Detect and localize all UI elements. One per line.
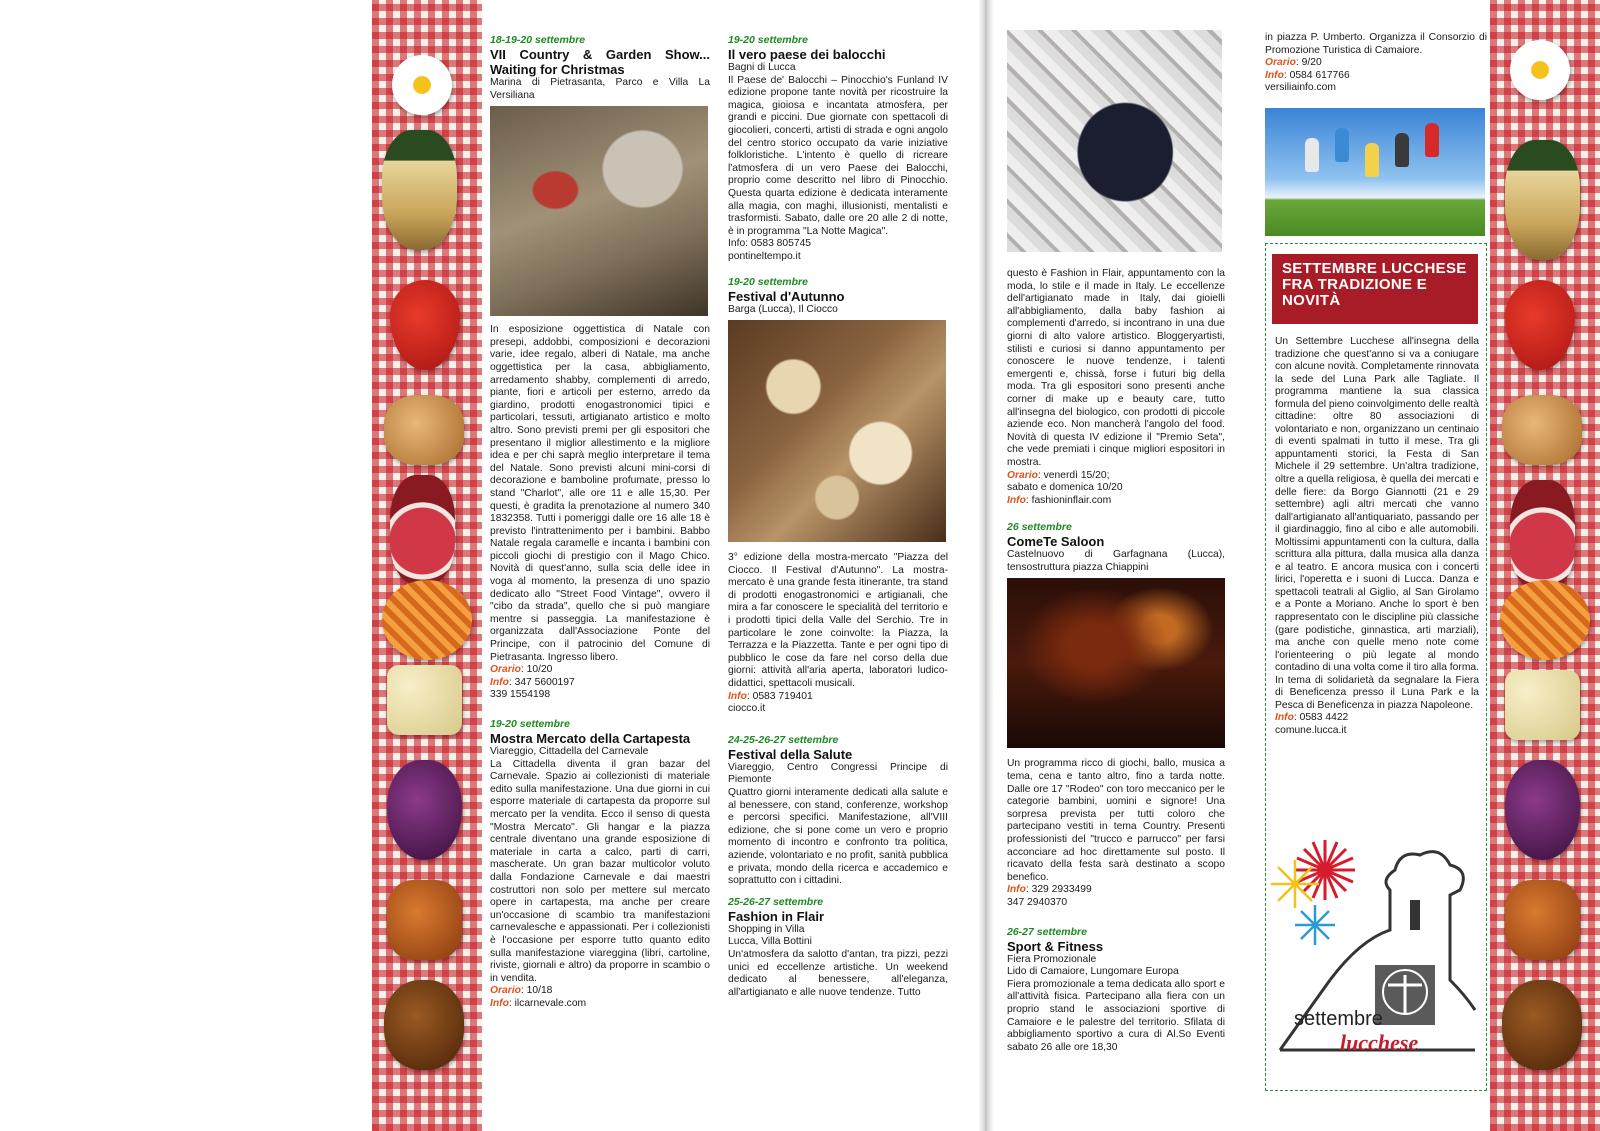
clay-pot-illustration (1505, 880, 1580, 960)
clay-pot-illustration (387, 880, 462, 960)
right-decorative-border (1490, 0, 1600, 1131)
info-label: Info (1275, 712, 1294, 724)
info-value: : 329 2933499 (1025, 884, 1092, 896)
orario-value: : 10/20 (520, 664, 553, 676)
event-description-continued: in piazza P. Umberto. Organizza il Consorzio di Promozione Turistica di Camaiore. (1265, 32, 1487, 56)
yellow-burst-icon (1271, 860, 1319, 908)
fashion-handbag-photo (1007, 30, 1222, 252)
jumper-figure (1395, 133, 1409, 167)
orario-value: : 9/20 (1295, 57, 1322, 69)
salami-illustration (390, 475, 455, 585)
event-description: Il Paese de' Balocchi – Pinocchio's Funland IV edizione propone tante novità per ricostruire la magica, gioiosa e incantata atmosfera, per grandi e piccini. Due giornate con spettacoli di giocolieri, concerti, artisti di strada e ogni angolo del centro storico occupato da varie iniziative folkloristiche. L'intento è quello di ricreare l'atmosfera di un vero Paese dei Balocchi, proprio come descritto nel libro di Pinocchio. Questa quarta edizione è dedicata interamente alla magia, con maghi, illusionisti, mentalisti e trasformisti. Sabato, dalle ore 20 alle 2 di notte, è in programma "La Notte Magica". (728, 74, 948, 237)
event-description: La Cittadella diventa il gran bazar del Carnevale. Spazio ai collezionisti di materiale edito sulla manifestazione. Una due giorni in cui esporre materiale di cartapesta da proporre sul mercato per la vendita. Ecco il senso di questa "Mostra Mercato". Gli hangar e la piazza centrale diventano una grande esposizione di materiale in carta a calco, parti di carri, mascherate. Un gran bazar multicolor voluto dalla Fondazione Carnevale e dai maestri costruttori non solo per mettere sul mercato opere in cartapesta, ma anche per creare un'occasione di scambio tra manifestazioni carnevalesche e appassionati. Per i collezionisti è l'occasione per esporre tutto quanto edito sulla manifestazione viareggina (libri, cartoline, riviste, giornali e altro) da proporre in scambio o in vendita. (490, 758, 710, 984)
tower-window (1410, 900, 1420, 930)
event-location: Castelnuovo di Garfagnana (Lucca), tensostruttura piazza Chiappini (1007, 549, 1225, 573)
website-link[interactable]: pontineltempo.it (728, 250, 801, 262)
info-value: : 0583 719401 (746, 690, 813, 702)
event-description: Un'atmosfera da salotto d'antan, tra pizzi, pezzi unici ed eccellenze artistiche. Un weekend dedicato al benessere, all'eleganza, all'artigianato e alle nuove tendenze. Tutto (728, 948, 948, 998)
event-title: Fashion in Flair (728, 908, 825, 924)
orario-label: Orario (490, 985, 521, 997)
red-burst-icon (1295, 840, 1355, 900)
info-value: : 0584 617766 (1283, 69, 1350, 81)
event-date: 26 settembre (1007, 521, 1072, 534)
website-link[interactable]: ciocco.it (728, 703, 766, 715)
event-date: 25-26-27 settembre (728, 895, 824, 908)
event-location: Bagni di Lucca (728, 62, 796, 73)
right-column-1 (1007, 268, 1225, 1054)
box-description: Un Settembre Lucchese all'insegna della tradizione che quest'anno si va a coniugare con alcune novità. Completamente rinnovata la sede del Luna Park alle Tagliate. Il programma mantiene la sua classica formula del pieno coinvolgimento delle realtà cittadine: oltre 80 associazioni di volontariato e non, organizzano un centinaio di eventi spalmati in tutto il mese. Tra gli appuntamenti storici, la Festa di San Michele il 29 settembre. Un'altra tradizione, oltre a quella religiosa, è quella dei mercati e delle fiere: da Borgo Giannotti (21 e 29 settembre) agli altri mercati che vanno dall'artigianato all'antiquariato, passando per il giardinaggio, fino al cibo e alle automobili. Moltissimi appuntamenti con la cultura, dalla scrittura alla pittura, dalla musica alla danza e al teatro. E ancora musica con i concerti lirici, l'operetta e i suoni di Lucca. Danza e spettacoli teatrali al Giglio, al San Girolamo e a Ponte a Moriano. Anche lo sport è ben rappresentato con le discipline più classiche (gare podistiche, ginnastica, arti marziali), ma anche con quelle meno note come l'orienteering o più legate al mondo contadino di una volta come il tiro alla forma. In tema di solidarietà da segnalare la Fiera di Beneficenza presso il Luna Park e la Pesca di Beneficenza in piazza Napoleone. (1275, 336, 1479, 711)
event-date: 18-19-20 settembre (490, 34, 586, 46)
cheese-illustration (1505, 670, 1580, 740)
event-location: Barga (Lucca), Il Ciocco (728, 303, 838, 315)
event-date: 19-20 settembre (728, 34, 808, 46)
orario-value-2: sabato e domenica 10/20 (1007, 482, 1123, 494)
event-date: 19-20 settembre (490, 718, 570, 730)
info-label: Info (1007, 884, 1026, 896)
event-title: Mostra Mercato della Cartapesta (490, 731, 691, 746)
daisy-flower-illustration (1510, 40, 1570, 100)
right-column-2 (1265, 32, 1487, 95)
event-location: Lido di Camaiore, Lungomare Europa (1007, 966, 1179, 978)
event-description: Quattro giorni interamente dedicati alla salute e al benessere, con stand, conferenze, workshop e percorsi specifici. Manifestazione, all'VIII edizione, che si pone come un vero e proprio momento di incontro e confronto tra politica, aziende, volontariato e no profit, sanità pubblica e privata, mondo della ricerca e accademico e soprattutto con i cittadini. (728, 787, 948, 887)
jumper-figure (1305, 138, 1319, 172)
logo-word-lucchese: lucchese (1340, 1030, 1419, 1055)
page-spine (978, 0, 994, 1131)
info-label: Info (490, 676, 509, 688)
comete-saloon-photo (1007, 578, 1225, 748)
left-decorative-border (372, 0, 482, 1131)
bread-illustration (384, 395, 464, 465)
event-subtitle: Fiera Promozionale (1007, 953, 1097, 965)
event-date: 24-25-26-27 settembre (728, 733, 839, 746)
event-description-continued: questo è Fashion in Flair, appuntamento con la moda, lo stile e il made in Italy. Le eccellenze dell'artigianato made in Italy, dai gioielli all'abbigliamento, dalla baby fashion ai complementi d'arredo, si incontrano in una due giorni di alto valore artistico. Bloggeryartisti, stilisti e curiosi si danno appuntamento per conoscere le nuove tendenze, i talenti emergenti e, chissà, forse i futuri big della moda. Tra gli espositori sono presenti anche corner di make up e beauty care, tutto all'insegna del biologico, con prodotti di piccole aziende eco. Non mancherà l'angolo del food. Novità di questa IV edizione il "Premio Seta", che vede premiati i cinque migliori espositori in mostra. (1007, 268, 1225, 468)
wine-flask-illustration (382, 130, 457, 250)
orario-label: Orario (1007, 469, 1038, 481)
jumper-figure (1425, 123, 1439, 157)
jumper-figure (1365, 143, 1379, 177)
strawberry-illustration (1505, 280, 1575, 370)
bread-illustration (1502, 395, 1582, 465)
event-location: Marina di Pietrasanta, Parco e Villa La Versiliana (490, 77, 710, 101)
salami-illustration (1510, 480, 1575, 590)
info-value-2: 339 1554198 (490, 689, 551, 701)
chestnut-illustration (1502, 980, 1582, 1070)
event-description: Un programma ricco di giochi, ballo, musica a tema, cena e tanto altro, fino a tarda notte. Dalle ore 17 "Rodeo" con toro meccanico per le categorie bambini, uomini e signore! Una sorpresa prevista per tutti coloro che partecipano vestiti in tema Country. Presenti professionisti del "trucco e parrucco" per farsi acconciare ad hoc direttamente sul posto. Il ricavato della festa sarà destinato a scopo benefico. (1007, 758, 1225, 883)
left-column-1 (490, 34, 710, 1010)
event-title: ComeTe Saloon (1007, 534, 1105, 550)
website-link[interactable]: versiliainfo.com (1265, 82, 1336, 94)
event-date: 26-27 settembre (1007, 925, 1087, 938)
info-label: Info (1007, 494, 1026, 506)
orario-label: Orario (1265, 57, 1296, 69)
event-title: Sport & Fitness (1007, 938, 1104, 954)
box-heading: SETTEMBRE LUCCHESE FRA TRADIZIONE E NOVITÀ (1272, 254, 1478, 324)
crostata-pie-illustration (1500, 580, 1590, 660)
event-date: 19-20 settembre (728, 275, 808, 288)
festival-autunno-photo (728, 320, 946, 542)
grapes-illustration (387, 760, 462, 860)
wine-flask-illustration (1505, 140, 1580, 260)
info-value-2: 347 2940370 (1007, 897, 1068, 908)
blue-burst-icon (1295, 905, 1335, 945)
logo-word-settembre: settembre (1294, 1008, 1383, 1030)
event-location: Viareggio, Cittadella del Carnevale (490, 746, 649, 757)
event-location: Lucca, Villa Bottini (728, 936, 812, 948)
info-value: : ilcarnevale.com (508, 997, 587, 1009)
event-location: Viareggio, Centro Congressi Principe di Piemonte (728, 761, 948, 786)
orario-label: Orario (490, 664, 521, 676)
country-garden-show-photo (490, 106, 708, 316)
chestnut-illustration (384, 980, 464, 1070)
box-text (1275, 336, 1479, 738)
info-line: Info: 0583 805745 (728, 238, 812, 250)
event-description: 3° edizione della mostra-mercato "Piazza del Ciocco. Il Festival d'Autunno". La mostra-mercato è una grande festa itinerante, tra stand di prodotti enogastronomici e artigianali, che mira a far conoscere le specialità del territorio e i prodotti tipici della Valle del Serchio. Tre in particolare le zone coinvolte: la Piazza, la Terrazza e la Piazzetta. Tante e per ogni tipo di pubblico le cose da fare nel corso della due giorni: attività all'aria aperta, laboratori ludico-didattici, spettacoli musicali. (728, 552, 948, 690)
jumping-people-photo (1265, 108, 1485, 236)
event-title: Festival d'Autunno (728, 288, 845, 304)
event-title: Festival della Salute (728, 746, 853, 762)
settembre-lucchese-logo (1270, 820, 1480, 1080)
event-subtitle: Shopping in Villa (728, 923, 805, 935)
orario-value: : venerdì 15/20; (1037, 469, 1110, 481)
event-description: In esposizione oggettistica di Natale con presepi, addobbi, composizioni e decorazioni varie, idee regalo, alberi di Natale, ma anche oggettistica per la casa, abbigliamento, arredamento shabby, complementi di arredo, piante, fiori e articoli per esterno, arredo da giardino, prodotti enogastronomici tipici e particolari, tessuti, artigianato artistico e molto altro. Sono previsti premi per gli espositori che presentano il miglior allestimento e la migliore idea e per chi saprà meglio interpretare il tema del Natale. Sono previsti alcuni mini-corsi di decorazione e bamboline profumate, presso lo stand "Charlot", alle ore 11 e alle 15,30. Per questi, è gradita la prenotazione al numero 340 1832358. Tutti i pomeriggi dalle ore 16 alle 18 è previsto l'intrattenimento per i bambini. Babbo Natale regala caramelle e incanta i bambini con piccoli giochi di prestigio con il Mago Chico. Novità di quest'anno, sulla scia delle idee in voga al momento, la presenza di uno spazio dedicato allo "Street Food Vintage", ovvero il "cibo da strada", quello che si può mangiare mentre si passeggia. La manifestazione è organizzata dall'Associazione Ponte del Principe, con il patrocinio del Comune di Pietrasanta. Ingresso libero. (490, 324, 710, 663)
cheese-illustration (387, 665, 462, 735)
info-label: Info (1265, 69, 1284, 81)
strawberry-illustration (390, 280, 460, 370)
crostata-pie-illustration (382, 580, 472, 660)
event-title: VII Country & Garden Show... Waiting for Christmas (490, 47, 710, 77)
info-label: Info (728, 690, 747, 702)
orario-value: : 10/18 (520, 985, 553, 997)
grapes-illustration (1505, 760, 1580, 860)
event-description: Fiera promozionale a tema dedicata allo sport e all'attività fisica. Partecipano alla fiera con un proprio stand le associazioni sportive di Camaiore e le palestre del territorio. Sfilata di abbigliamento sportivo a cura di Al.So Eventi sabato 26 alle ore 18,30 (1007, 978, 1225, 1053)
website-link[interactable]: comune.lucca.it (1275, 724, 1347, 736)
info-label: Info (490, 997, 509, 1009)
info-value: : 0583 4422 (1293, 712, 1349, 724)
jumper-figure (1335, 128, 1349, 162)
info-value: : 347 5600197 (508, 676, 575, 688)
info-value: : fashioninflair.com (1025, 494, 1112, 506)
left-column-2 (728, 34, 948, 999)
event-title: Il vero paese dei balocchi (728, 47, 886, 62)
daisy-flower-illustration (392, 55, 452, 115)
